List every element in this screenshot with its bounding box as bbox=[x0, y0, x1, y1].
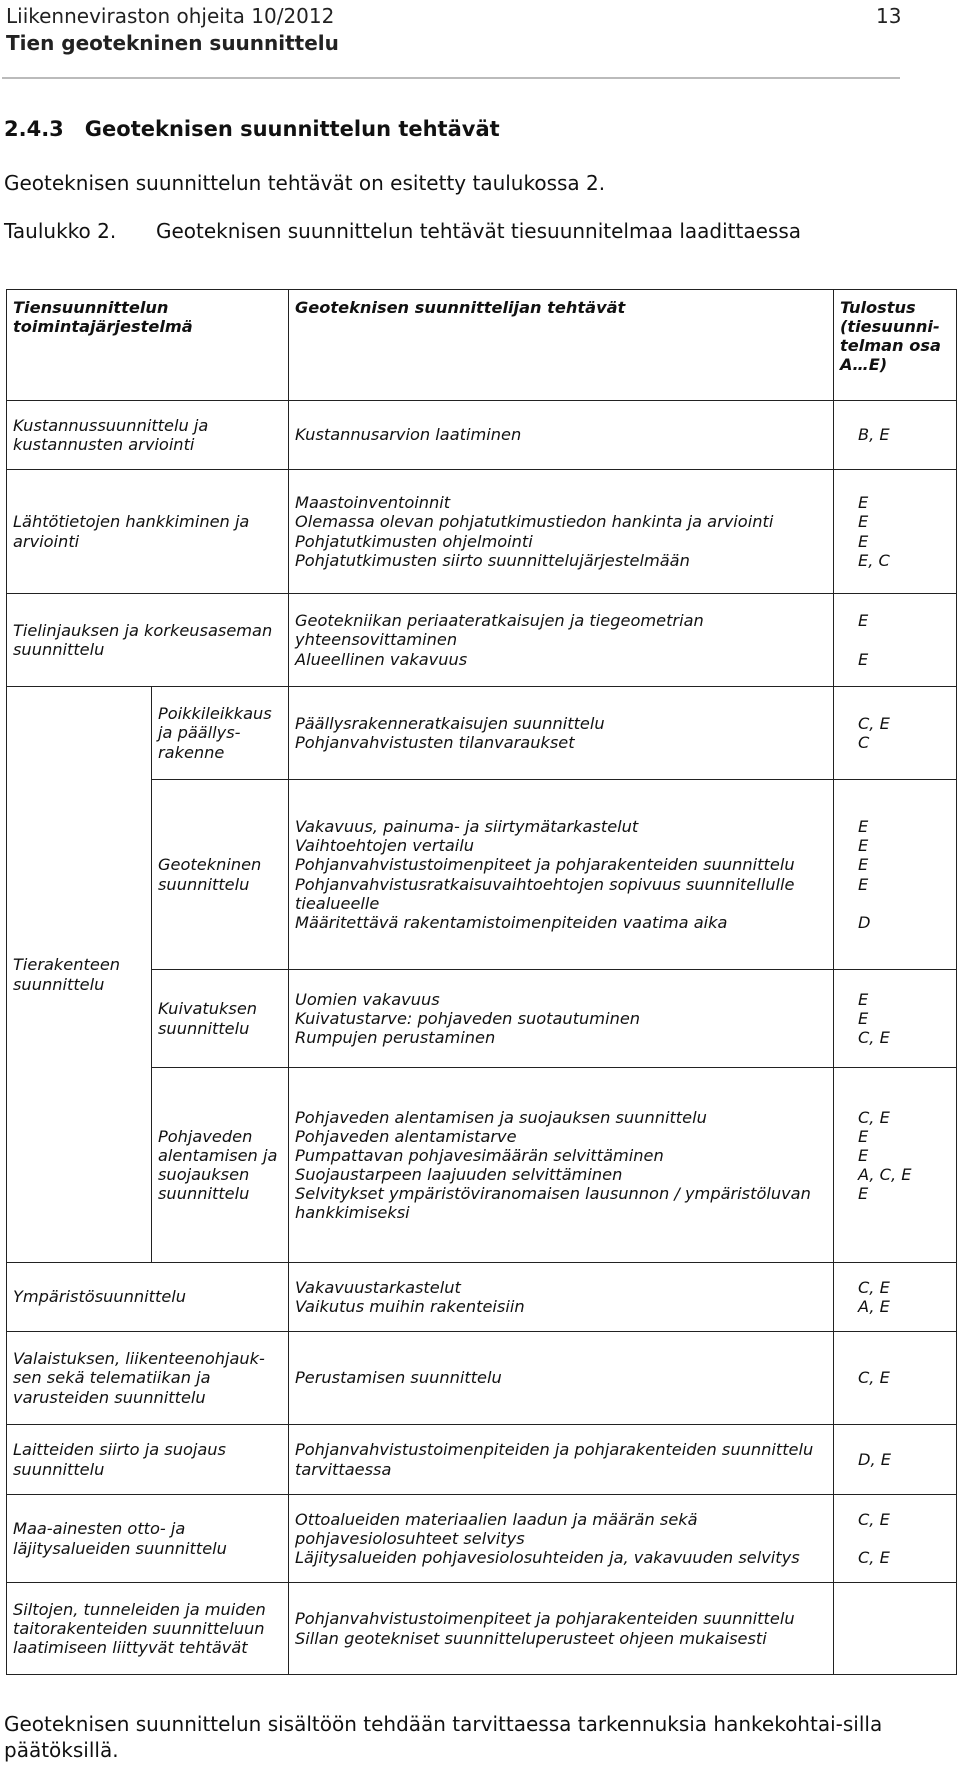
output-item: E bbox=[858, 1145, 869, 1165]
subphase-cell: Geotekninen suunnittelu bbox=[152, 780, 289, 970]
header-tasks: Geoteknisen suunnittelijan tehtävät bbox=[289, 290, 834, 401]
tasks-cell bbox=[289, 470, 834, 594]
task-item: Kustannusarvion laatiminen bbox=[295, 425, 522, 445]
task-item: Läjitysalueiden pohjavesiolosuhteiden ja, vakavuuden selvitys bbox=[295, 1548, 800, 1568]
task-item: Vakavuustarkastelut bbox=[295, 1277, 461, 1297]
intro-paragraph: Geoteknisen suunnittelun tehtävät on esitetty taulukossa 2. bbox=[4, 171, 606, 195]
tasks-cell bbox=[289, 687, 834, 780]
tasks-cell bbox=[289, 1425, 834, 1495]
table-row bbox=[7, 594, 957, 687]
task-item: Pohjaveden alentamisen ja suojauksen suunnittelu bbox=[295, 1107, 707, 1127]
task-item: Pohjanvahvistustoimenpiteet ja pohjarakenteiden suunnittelu bbox=[295, 855, 795, 875]
table-row bbox=[7, 687, 957, 780]
section-title: 2.4.3 Geoteknisen suunnittelun tehtävät bbox=[4, 117, 500, 141]
table-row bbox=[7, 1263, 957, 1332]
output-item: E bbox=[858, 493, 869, 513]
phase-cell: Valaistuksen, liikenteenohjauk-sen sekä telematiikan ja varusteiden suunnittelu bbox=[7, 1332, 289, 1425]
output-cell bbox=[834, 470, 957, 594]
output-cell bbox=[834, 1263, 957, 1332]
task-item: Pohjatutkimusten siirto suunnittelujärjestelmään bbox=[295, 550, 690, 570]
output-item: E bbox=[858, 989, 869, 1009]
table-row bbox=[7, 1583, 957, 1675]
output-item: E bbox=[858, 836, 869, 856]
task-item: Rumpujen perustaminen bbox=[295, 1028, 496, 1048]
tasks-cell bbox=[289, 780, 834, 970]
tasks-cell bbox=[289, 1332, 834, 1425]
output-cell bbox=[834, 780, 957, 970]
output-item: C, E bbox=[858, 1107, 890, 1127]
task-item: Vakavuus, painuma- ja siirtymätarkastelut bbox=[295, 817, 639, 837]
output-item: C, E bbox=[858, 1368, 890, 1388]
task-item: Pohjanvahvistustoimenpiteiden ja pohjarakenteiden suunnittelu tarvittaessa bbox=[295, 1440, 814, 1479]
subphase-cell: Kuivatuksen suunnittelu bbox=[152, 970, 289, 1068]
task-item: Pohjaveden alentamistarve bbox=[295, 1126, 517, 1146]
task-item: Suojaustarpeen laajuuden selvittäminen bbox=[295, 1165, 623, 1184]
task-item: Kuivatustarve: pohjaveden suotautuminen bbox=[295, 1008, 641, 1028]
task-item: Pohjanvahvistusten tilanvaraukset bbox=[295, 733, 575, 752]
task-item: Pohjatutkimusten ohjelmointi bbox=[295, 531, 533, 551]
table-row bbox=[7, 1495, 957, 1583]
output-cell bbox=[834, 594, 957, 687]
tasks-cell bbox=[289, 1068, 834, 1263]
task-item: Pumpattavan pohjavesimäärän selvittäminen bbox=[295, 1145, 664, 1165]
phase-cell: Lähtötietojen hankkiminen ja arviointi bbox=[7, 470, 289, 594]
output-item: E bbox=[858, 611, 869, 631]
output-item: C, E bbox=[858, 1028, 890, 1048]
output-cell bbox=[834, 1068, 957, 1263]
task-item: Sillan geotekniset suunnitteluperusteet ohjeen mukaisesti bbox=[295, 1628, 767, 1648]
table-row bbox=[7, 401, 957, 470]
task-item: Vaikutus muihin rakenteisiin bbox=[295, 1297, 525, 1316]
output-item: E bbox=[858, 1008, 869, 1028]
output-item: E, C bbox=[858, 550, 890, 570]
page-header-subtitle: Tien geotekninen suunnittelu bbox=[6, 31, 339, 55]
task-item: Ottoalueiden materiaalien laadun ja määrän sekä pohjavesiolosuhteet selvitys bbox=[295, 1509, 698, 1548]
subphase-cell: Poikkileikkaus ja päällys-rakenne bbox=[152, 687, 289, 780]
tasks-cell bbox=[289, 1583, 834, 1675]
table-row bbox=[7, 1425, 957, 1495]
task-item: Päällysrakenneratkaisujen suunnittelu bbox=[295, 713, 605, 733]
task-item: Määritettävä rakentamistoimenpiteiden vaatima aika bbox=[295, 912, 728, 932]
page-header-title: Liikenneviraston ohjeita 10/2012 bbox=[6, 4, 335, 28]
header-output: Tulostus (tiesuunni-telman osa A…E) bbox=[834, 290, 957, 401]
output-item: E bbox=[858, 512, 869, 532]
output-cell bbox=[834, 1332, 957, 1425]
caption-text: Geoteknisen suunnittelun tehtävät tiesuunnitelmaa laadittaessa bbox=[156, 219, 801, 243]
output-item: D, E bbox=[858, 1449, 891, 1469]
output-cell bbox=[834, 970, 957, 1068]
task-item: Selvitykset ympäristöviranomaisen lausunnon / ympäristöluvan hankkimiseksi bbox=[295, 1184, 811, 1223]
task-item: Maastoinventoinnit bbox=[295, 493, 451, 513]
output-item: E bbox=[858, 649, 869, 669]
output-item: E bbox=[858, 531, 869, 551]
output-item: C, E bbox=[858, 713, 890, 733]
table-row bbox=[7, 1332, 957, 1425]
output-item: C, E bbox=[858, 1509, 890, 1529]
task-item: Pohjanvahvistustoimenpiteet ja pohjarakenteiden suunnittelu bbox=[295, 1609, 795, 1629]
output-item: E bbox=[858, 855, 869, 875]
output-item: E bbox=[858, 1184, 869, 1204]
phase-cell: Tielinjauksen ja korkeusaseman suunnittelu bbox=[7, 594, 289, 687]
table-caption bbox=[4, 219, 801, 243]
table-row bbox=[7, 470, 957, 594]
tasks-cell bbox=[289, 1263, 834, 1332]
output-cell bbox=[834, 1425, 957, 1495]
tasks-cell bbox=[289, 594, 834, 687]
output-item: E bbox=[858, 817, 869, 837]
tasks-cell bbox=[289, 1495, 834, 1583]
tasks-table-container bbox=[6, 289, 956, 1675]
output-item: C, E bbox=[858, 1277, 890, 1297]
task-item: Olemassa olevan pohjatutkimustiedon hankinta ja arviointi bbox=[295, 512, 774, 532]
phase-cell: Kustannussuunnittelu ja kustannusten arviointi bbox=[7, 401, 289, 470]
output-cell bbox=[834, 1495, 957, 1583]
caption-label: Taulukko 2. bbox=[4, 219, 117, 243]
task-item: Perustamisen suunnittelu bbox=[295, 1368, 502, 1388]
header-phase: Tiensuunnittelun toimintajärjestelmä bbox=[7, 290, 289, 401]
output-item: C, E bbox=[858, 1548, 890, 1568]
output-item: A, E bbox=[858, 1297, 890, 1316]
task-item: Alueellinen vakavuus bbox=[295, 649, 468, 669]
output-item: A, C, E bbox=[858, 1165, 912, 1184]
tasks-cell bbox=[289, 401, 834, 470]
output-cell bbox=[834, 687, 957, 780]
task-item: Uomien vakavuus bbox=[295, 989, 440, 1009]
geotechnical-tasks-table bbox=[6, 289, 957, 1675]
tasks-cell bbox=[289, 970, 834, 1068]
output-item: E bbox=[858, 1126, 869, 1146]
table-header-row bbox=[7, 290, 957, 401]
output-cell bbox=[834, 1583, 957, 1675]
output-cell bbox=[834, 401, 957, 470]
header-divider bbox=[2, 77, 900, 79]
output-item: E bbox=[858, 874, 869, 894]
footer-paragraph: Geoteknisen suunnittelun sisältöön tehdään tarvittaessa tarkennuksia hankekohtai-silla päätöksillä. bbox=[4, 1712, 883, 1762]
task-item: Pohjanvahvistusratkaisuvaihtoehtojen sopivuus suunnitellulle tiealueelle bbox=[295, 874, 795, 913]
page-number: 13 bbox=[876, 4, 902, 28]
phase-cell: Ympäristösuunnittelu bbox=[7, 1263, 289, 1332]
output-item: D bbox=[858, 912, 871, 932]
subphase-cell: Pohjaveden alentamisen ja suojauksen suunnittelu bbox=[152, 1068, 289, 1263]
phase-cell: Siltojen, tunneleiden ja muiden taitorakenteiden suunnitteluun laatimiseen liittyvät tehtävät bbox=[7, 1583, 289, 1675]
phase-cell: Tierakenteen suunnittelu bbox=[7, 687, 152, 1263]
task-item: Geotekniikan periaateratkaisujen ja tiegeometrian yhteensovittaminen bbox=[295, 611, 704, 650]
task-item: Vaihtoehtojen vertailu bbox=[295, 836, 475, 856]
phase-cell: Laitteiden siirto ja suojaus suunnittelu bbox=[7, 1425, 289, 1495]
phase-cell: Maa-ainesten otto- ja läjitysalueiden suunnittelu bbox=[7, 1495, 289, 1583]
output-item: B, E bbox=[858, 425, 890, 445]
output-item: C bbox=[858, 733, 870, 752]
